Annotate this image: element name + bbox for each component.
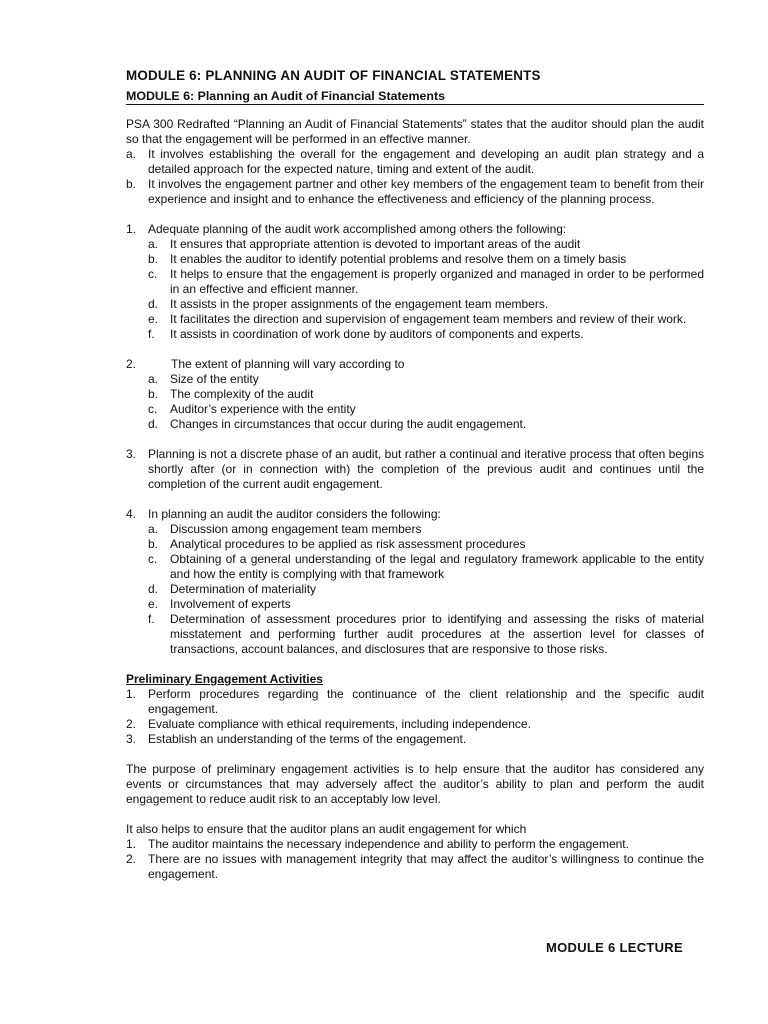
list-text: Establish an understanding of the terms of the engagement. <box>148 732 467 746</box>
list-item <box>148 237 704 252</box>
list-text: Size of the entity <box>170 372 259 386</box>
list-marker: e. <box>148 312 159 326</box>
list-marker: b. <box>148 252 159 266</box>
list-marker: a. <box>148 372 159 386</box>
list-marker: f. <box>148 327 155 341</box>
list-marker: 1. <box>126 837 137 851</box>
list-item <box>148 402 704 417</box>
list-item <box>148 417 704 432</box>
list-text: It ensures that appropriate attention is devoted to important areas of the audit <box>170 237 581 251</box>
list-text: It enables the auditor to identify potential problems and resolve them on a timely basis <box>170 252 627 266</box>
list-item <box>148 612 704 657</box>
list-text: The auditor maintains the necessary independence and ability to perform the engagement. <box>148 837 629 851</box>
list-marker: b. <box>126 177 137 191</box>
list-item <box>148 372 704 387</box>
document-body <box>126 64 704 882</box>
list-marker: a. <box>148 522 159 536</box>
list-text: Determination of assessment procedures prior to identifying and assessing the risks of material misstatement and performing further audit procedures at the assertion level for classes of transactions, account balances, and disclosures that are responsive to those risks. <box>170 612 704 656</box>
list-marker: a. <box>126 147 137 161</box>
list-marker: 4. <box>126 507 137 521</box>
list-item <box>148 537 704 552</box>
list-text: Involvement of experts <box>170 597 291 611</box>
list-marker: c. <box>148 402 158 416</box>
section-2-items <box>126 372 704 432</box>
section-heading: Preliminary Engagement Activities <box>126 672 323 686</box>
list-text: The complexity of the audit <box>170 387 314 401</box>
list-item <box>148 552 704 582</box>
purpose-paragraph: The purpose of preliminary engagement activities is to help ensure that the auditor has considered any events or circumstances that may adversely affect the auditor’s ability to plan and perform the audit engagement to reduce audit risk to an acceptably low level. <box>126 762 704 806</box>
page-title: MODULE 6: PLANNING AN AUDIT OF FINANCIAL STATEMENTS <box>126 68 541 83</box>
section-4 <box>126 507 704 522</box>
list-text: It facilitates the direction and supervision of engagement team members and review of their work. <box>170 312 687 326</box>
list-marker: a. <box>148 237 159 251</box>
list-marker: 2. <box>126 717 137 731</box>
list-marker: d. <box>148 417 159 431</box>
intro-paragraph: PSA 300 Redrafted “Planning an Audit of Financial Statements” states that the auditor should plan the audit so that the engagement will be performed in an effective manner. <box>126 117 704 146</box>
list-item <box>148 522 704 537</box>
list-text: In planning an audit the auditor considers the following: <box>148 507 441 521</box>
list-text: Perform procedures regarding the continuance of the client relationship and the specific audit engagement. <box>148 687 704 716</box>
section-1 <box>126 222 704 237</box>
list-text: It involves establishing the overall for the engagement and developing an audit plan strategy and a detailed approach for the expected nature, timing and extent of the audit. <box>148 147 704 176</box>
also-paragraph: It also helps to ensure that the auditor plans an audit engagement for which <box>126 822 527 836</box>
list-text: There are no issues with management integrity that may affect the auditor’s willingness to continue the engagement. <box>148 852 704 881</box>
list-item <box>126 852 704 882</box>
list-item <box>148 387 704 402</box>
intro-item <box>126 147 704 177</box>
list-marker: 3. <box>126 447 137 461</box>
list-marker: b. <box>148 387 159 401</box>
list-marker: e. <box>148 597 159 611</box>
list-item <box>148 597 704 612</box>
page-subtitle: MODULE 6: Planning an Audit of Financial Statements <box>126 89 704 105</box>
list-item <box>148 327 704 342</box>
section-4-items <box>126 522 704 657</box>
list-marker: 2. <box>126 852 137 866</box>
list-text: It involves the engagement partner and other key members of the engagement team to benefit from their experience and insight and to enhance the effectiveness and efficiency of the planning process. <box>148 177 704 206</box>
list-marker: c. <box>148 267 158 281</box>
intro-item <box>126 177 704 207</box>
list-item <box>148 312 704 327</box>
list-item <box>148 252 704 267</box>
list-text: Auditor’s experience with the entity <box>170 402 356 416</box>
list-text: Obtaining of a general understanding of the legal and regulatory framework applicable to the entity and how the entity is complying with that framework <box>170 552 704 581</box>
list-marker: 3. <box>126 732 137 746</box>
list-text: It assists in coordination of work done by auditors of components and experts. <box>170 327 584 341</box>
list-text: Adequate planning of the audit work accomplished among others the following: <box>148 222 567 236</box>
list-marker: d. <box>148 297 159 311</box>
list-text: Determination of materiality <box>170 582 317 596</box>
list-item <box>126 687 704 717</box>
list-item <box>148 582 704 597</box>
list-marker: f. <box>148 612 155 626</box>
list-marker: 2. <box>126 357 137 371</box>
section-2 <box>126 357 704 372</box>
list-text: Discussion among engagement team members <box>170 522 422 536</box>
list-item <box>148 297 704 312</box>
list-marker: 1. <box>126 222 137 236</box>
list-marker: d. <box>148 582 159 596</box>
list-text: It assists in the proper assignments of the engagement team members. <box>170 297 549 311</box>
list-item <box>126 732 704 747</box>
page-footer: MODULE 6 LECTURE <box>546 940 683 955</box>
list-item <box>148 267 704 297</box>
list-marker: b. <box>148 537 159 551</box>
list-marker: c. <box>148 552 158 566</box>
list-marker: 1. <box>126 687 137 701</box>
list-item <box>126 837 704 852</box>
section-1-items <box>126 237 704 342</box>
section-3 <box>126 447 704 492</box>
list-text: The extent of planning will vary according to <box>171 357 405 371</box>
list-text: It helps to ensure that the engagement is properly organized and managed in order to be performed in an effective and efficient manner. <box>170 267 704 296</box>
list-item <box>126 717 704 732</box>
list-text: Changes in circumstances that occur during the audit engagement. <box>170 417 527 431</box>
list-text: Evaluate compliance with ethical requirements, including independence. <box>148 717 531 731</box>
list-text: Analytical procedures to be applied as risk assessment procedures <box>170 537 526 551</box>
list-text: Planning is not a discrete phase of an audit, but rather a continual and iterative process that often begins shortly after (or in connection with) the completion of the previous audit and continues until the completion of the current audit engagement. <box>148 447 704 491</box>
